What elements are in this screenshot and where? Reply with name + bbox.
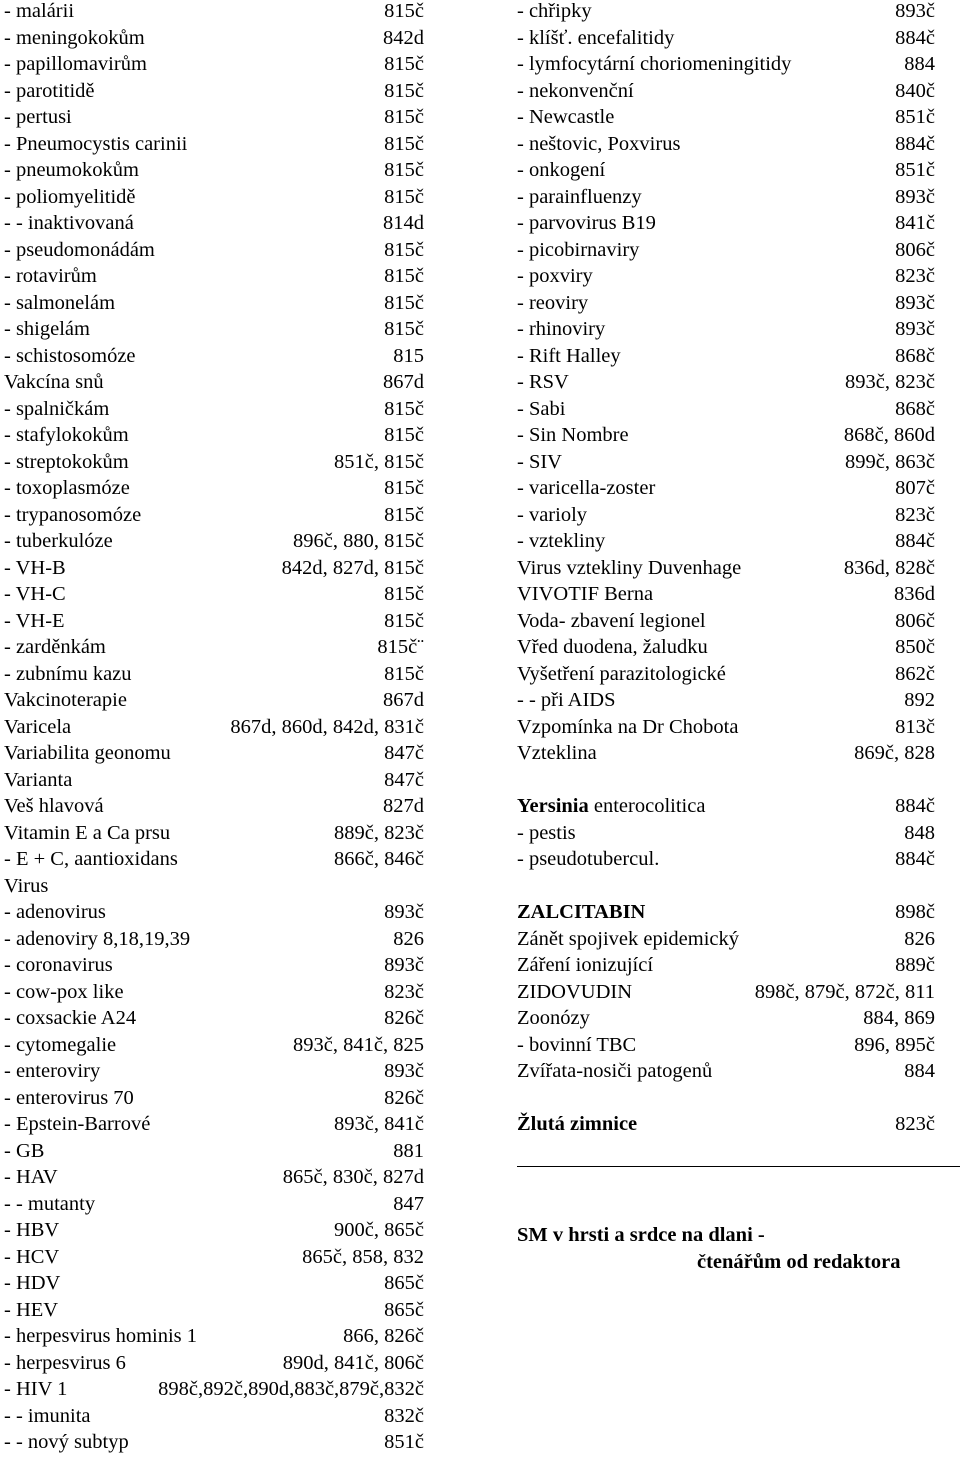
index-entry [4,1272,424,1299]
entry-term: - - při AIDS [517,689,616,711]
entry-term: - trypanosomóze [4,503,142,526]
entry-term: - VH-C [4,583,66,605]
index-entry [4,742,424,769]
entry-page-refs: 847 [393,1192,424,1215]
footer-note [517,1222,947,1276]
entry-page-refs: 826 [904,927,935,950]
entry-term: - lymfocytární choriomeningitidy [517,53,792,75]
index-entry [4,212,424,239]
index-entry [4,451,424,478]
entry-term: Zvířata-nosiči patogenů [517,1060,713,1082]
entry-term: - papillomavirům [4,53,147,75]
index-entry [517,477,935,504]
index-entry [517,451,935,478]
entry-term: - pneumokokům [4,159,139,181]
entry-term: - pertusi [4,106,72,128]
entry-term: - coronavirus [4,954,113,976]
index-entry [517,1113,935,1140]
entry-page-refs: 813č [895,715,935,738]
entry-page-refs: 893č, 841č [334,1113,424,1135]
entry-term-bold: ZALCITABIN [517,901,646,923]
entry-page-refs: 815č [384,583,424,605]
entry-term: - HAV [4,1166,58,1188]
entry-term: - parainfluenzy [517,185,642,208]
entry-page-refs: 836d [894,583,935,605]
entry-page-refs: 865č, 830č, 827d [282,1166,424,1188]
entry-term: - Epstein-Barrové [4,1113,151,1135]
entry-term: - - imunita [4,1404,91,1427]
index-entry [4,689,424,716]
entry-term: Voda- zbavení legionel [517,609,706,632]
index-entry [4,1405,424,1432]
index-entry [4,318,424,345]
index-entry [4,159,424,186]
index-entry [517,27,935,54]
entry-page-refs: 815č [384,265,424,287]
entry-page-refs: 850č [895,636,935,658]
index-entry [4,769,424,796]
entry-page-refs: 884 [904,1060,935,1082]
index-entry [517,80,935,107]
entry-page-refs: 840č [895,79,935,102]
entry-term [517,795,705,817]
entry-term: Vzteklina [517,742,597,764]
index-entry [517,557,935,584]
index-entry [517,186,935,213]
index-entry [4,27,424,54]
entry-term: - HDV [4,1272,61,1294]
entry-page-refs: 826č [384,1086,424,1109]
entry-term: - RSV [517,371,569,393]
entry-term: - zarděnkám [4,636,106,658]
entry-term-rest: enterocolitica [588,795,706,817]
entry-term: Vyšetření parazitologické [517,662,726,685]
entry-page-refs: 862č [895,662,935,685]
entry-page-refs: 893č [895,0,935,22]
index-entry [4,424,424,451]
entry-page-refs: 868č [895,397,935,420]
entry-page-refs: 893č [384,1060,424,1082]
entry-term: - parotitidě [4,79,95,102]
index-entry [4,716,424,743]
entry-term: - VH-E [4,609,65,632]
entry-term: - cytomegalie [4,1033,117,1056]
entry-term: - streptokokům [4,450,129,473]
entry-term: - E + C, aantioxidans [4,848,178,870]
entry-page-refs: 867d [383,371,424,393]
entry-term: Vakcinoterapie [4,689,127,711]
index-entry [517,716,935,743]
index-entry [517,901,935,928]
entry-term: - - mutanty [4,1192,96,1215]
entry-page-refs: 898č, 879č, 872č, 811 [754,980,935,1003]
entry-term: - klíšť. encefalitidy [517,26,675,49]
entry-page-refs: 815č [384,185,424,208]
index-entry [517,53,935,80]
index-entry [517,981,935,1008]
entry-page-refs: 884č [895,132,935,155]
entry-term: - rotavirům [4,265,97,287]
entry-term: Veš hlavová [4,795,104,817]
entry-term: - Newcastle [517,106,615,128]
index-entry [4,1140,424,1167]
entry-page-refs: 898č [895,901,935,923]
entry-term: - adenovirus [4,901,106,923]
index-entry [4,1431,424,1458]
entry-term: ZIDOVUDIN [517,980,633,1003]
entry-term: - nekonvenční [517,79,634,102]
entry-term: Záření ionizující [517,954,654,976]
entry-page-refs: 893č [895,185,935,208]
entry-term: Variabilita geonomu [4,742,171,764]
entry-page-refs: 884č [895,848,935,870]
entry-page-refs: 815č [384,159,424,181]
entry-page-refs: 896, 895č [854,1033,935,1056]
index-entry [4,504,424,531]
index-entry [4,477,424,504]
entry-term: Zánět spojivek epidemický [517,927,740,950]
entry-term: - HEV [4,1298,59,1321]
index-entry [517,583,935,610]
entry-term: - zubnímu kazu [4,662,132,685]
entry-page-refs: 815č [384,397,424,420]
entry-term: - chřipky [517,0,592,22]
index-entry [517,424,935,451]
entry-term: - poxviry [517,265,593,287]
index-entry [4,239,424,266]
index-entry [4,875,424,902]
entry-term: Virus vztekliny Duvenhage [517,556,742,579]
index-entry [4,530,424,557]
index-entry [4,345,424,372]
index-entry [4,663,424,690]
entry-page-refs: 815č [384,609,424,632]
entry-term: Varicela [4,715,72,738]
index-entry [517,292,935,319]
entry-term: - rhinoviry [517,318,606,340]
entry-term: - tuberkulóze [4,530,113,552]
index-entry [517,689,935,716]
entry-page-refs: 851č [895,159,935,181]
entry-page-refs: 889č [895,954,935,976]
entry-term: - coxsackie A24 [4,1007,137,1029]
entry-term: - schistosomóze [4,344,136,367]
entry-page-refs: 893č [384,954,424,976]
index-entry [517,318,935,345]
index-entry [4,1325,424,1352]
index-entry [4,133,424,160]
entry-term: Vřed duodena, žaludku [517,636,708,658]
index-entry [517,398,935,425]
entry-term: - Rift Halley [517,344,621,367]
entry-page-refs: 823č [384,980,424,1003]
entry-page-refs: 884č [895,795,935,817]
index-entry [4,265,424,292]
index-entry [4,1113,424,1140]
footer-line-1: SM v hrsti a srdce na dlani - [517,1224,765,1246]
entry-page-refs: 815č [384,477,424,499]
entry-page-refs: 841č [895,212,935,234]
index-entry [517,133,935,160]
index-column-right [517,0,935,1140]
index-entry [517,610,935,637]
index-entry [517,1034,935,1061]
index-entry [4,928,424,955]
entry-page-refs: 893č, 841č, 825 [293,1033,424,1056]
entry-page-refs: 868č, 860d [843,424,935,446]
index-entry [4,1352,424,1379]
index-entry [4,901,424,928]
entry-term: - SIV [517,450,562,473]
entry-term: - stafylokokům [4,424,129,446]
index-entry [517,848,935,875]
entry-page-refs: 806č [895,609,935,632]
entry-term: - herpesvirus hominis 1 [4,1325,198,1347]
entry-term: - toxoplasmóze [4,477,130,499]
entry-page-refs: 815č [384,0,424,22]
index-entry [4,795,424,822]
entry-page-refs: 815č [384,238,424,261]
entry-page-refs: 826 [393,927,424,950]
entry-term: Vitamin E a Ca prsu [4,821,171,844]
index-entry [4,981,424,1008]
index-entry [517,1087,935,1114]
entry-page-refs: 865č [384,1298,424,1321]
entry-page-refs: 851č [384,1431,424,1453]
index-entry [517,663,935,690]
entry-term: - cow-pox like [4,980,124,1003]
index-entry [517,504,935,531]
entry-term: - pseudotubercul. [517,848,660,870]
entry-page-refs: 815č¨ [377,636,424,658]
entry-term [517,901,645,923]
entry-page-refs: 827d [383,795,424,817]
entry-page-refs: 896č, 880, 815č [293,530,424,552]
entry-page-refs: 815č [384,662,424,685]
index-entry [4,0,424,27]
entry-term: - onkogení [517,159,606,181]
index-entry [4,610,424,637]
index-entry [4,1007,424,1034]
index-entry [4,1193,424,1220]
entry-term: - parvovirus B19 [517,212,656,234]
entry-page-refs: 889č, 823č [334,821,424,844]
index-entry [4,292,424,319]
entry-term: - varioly [517,503,588,526]
entry-term: - neštovic, Poxvirus [517,132,681,155]
index-entry [4,557,424,584]
entry-page-refs: 884č [895,26,935,49]
index-entry [517,530,935,557]
index-entry [4,1087,424,1114]
entry-page-refs: 836d, 828č [843,556,935,579]
entry-page-refs: 842d [383,26,424,49]
entry-page-refs: 866č, 846č [334,848,424,870]
index-entry [517,212,935,239]
entry-page-refs: 847č [384,768,424,791]
entry-term: - Sin Nombre [517,424,629,446]
index-entry [4,636,424,663]
entry-term: - enteroviry [4,1060,101,1082]
entry-page-refs: 892 [904,689,935,711]
entry-page-refs: 869č, 828 [854,742,935,764]
entry-term: - - nový subtyp [4,1431,129,1453]
entry-page-refs: 815č [384,53,424,75]
footer-line-2: čtenářům od redaktora [697,1251,901,1273]
index-entry [4,371,424,398]
index-entry [517,265,935,292]
index-entry [517,345,935,372]
entry-page-refs: 815č [384,291,424,314]
index-entry [4,186,424,213]
entry-page-refs: 851č, 815č [334,450,424,473]
index-entry [517,954,935,981]
entry-term: - salmonelám [4,291,116,314]
entry-page-refs: 815č [384,318,424,340]
entry-term: - spalničkám [4,397,110,420]
entry-page-refs: 893č, 823č [845,371,935,393]
entry-term: - Pneumocystis carinii [4,132,188,155]
entry-term: - meningokokům [4,26,145,49]
entry-term: - poliomyelitidě [4,185,136,208]
entry-page-refs: 806č [895,238,935,261]
entry-page-refs: 815č [384,132,424,155]
index-entry [517,0,935,27]
entry-page-refs: 832č [384,1404,424,1427]
index-entry [517,159,935,186]
entry-term: VIVOTIF Berna [517,583,654,605]
index-entry [517,636,935,663]
entry-page-refs: 815č [384,79,424,102]
entry-page-refs: 823č [895,265,935,287]
entry-term: - adenoviry 8,18,19,39 [4,927,191,950]
entry-page-refs: 814d [383,212,424,234]
entry-term: Varianta [4,768,73,791]
index-entry [4,1299,424,1326]
entry-term: - malárii [4,0,75,22]
entry-page-refs: 893č [384,901,424,923]
entry-page-refs: 867d [383,689,424,711]
entry-term: - pestis [517,821,576,844]
index-entry [4,1034,424,1061]
entry-page-refs: 900č, 865č [334,1219,424,1241]
index-entry [517,1007,935,1034]
index-entry [4,583,424,610]
index-entry [4,1166,424,1193]
entry-term: - reoviry [517,291,589,314]
index-entry [4,1378,424,1405]
entry-page-refs: 884č [895,530,935,552]
entry-term: - pseudomonádám [4,238,155,261]
entry-term [517,1113,637,1135]
entry-term: - vztekliny [517,530,606,552]
entry-page-refs: 823č [895,1113,935,1135]
index-entry [4,1060,424,1087]
index-entry [4,1246,424,1273]
entry-term: - shigelám [4,318,90,340]
index-entry [517,769,935,796]
entry-page-refs: 823č [895,503,935,526]
entry-term-bold: Yersinia [517,795,589,817]
entry-page-refs: 815 [393,344,424,367]
index-entry [517,371,935,398]
entry-page-refs: 865č, 858, 832 [302,1245,424,1268]
entry-page-refs: 842d, 827d, 815č [281,556,424,579]
entry-page-refs: 868č [895,344,935,367]
index-entry [517,106,935,133]
index-entry [517,928,935,955]
index-entry [4,954,424,981]
entry-page-refs: 898č,892č,890d,883č,879č,832č [158,1378,424,1400]
entry-term: - varicella-zoster [517,477,656,499]
divider-line [517,1166,960,1167]
index-entry [4,1219,424,1246]
entry-term: - enterovirus 70 [4,1086,134,1109]
index-entry [517,239,935,266]
entry-term: - bovinní TBC [517,1033,637,1056]
entry-page-refs: 848 [904,821,935,844]
entry-term: Vzpomínka na Dr Chobota [517,715,739,738]
entry-term: - HBV [4,1219,60,1241]
index-entry [4,848,424,875]
entry-page-refs: 881 [393,1139,424,1162]
entry-term: - HCV [4,1245,60,1268]
entry-term-bold: Žlutá zimnice [517,1113,638,1135]
entry-page-refs: 847č [384,742,424,764]
entry-page-refs: 899č, 863č [845,450,935,473]
entry-page-refs: 884 [904,53,935,75]
index-entry [517,875,935,902]
entry-page-refs: 884, 869 [863,1007,935,1029]
entry-term: Vakcína snů [4,371,104,393]
entry-page-refs: 826č [384,1007,424,1029]
entry-term: - herpesvirus 6 [4,1351,126,1374]
entry-term: - VH-B [4,556,66,579]
entry-term: - - inaktivovaná [4,212,134,234]
entry-page-refs: 867d, 860d, 842d, 831č [230,715,424,738]
index-entry [4,53,424,80]
entry-page-refs: 893č [895,318,935,340]
index-entry [4,106,424,133]
entry-page-refs: 807č [895,477,935,499]
index-entry [517,822,935,849]
index-entry [4,822,424,849]
entry-page-refs: 893č [895,291,935,314]
entry-page-refs: 866, 826č [343,1325,424,1347]
entry-page-refs: 815č [384,424,424,446]
index-entry [517,742,935,769]
index-entry [4,398,424,425]
entry-page-refs: 865č [384,1272,424,1294]
entry-term: - Sabi [517,397,566,420]
entry-term: - GB [4,1139,45,1162]
entry-page-refs: 815č [384,503,424,526]
entry-page-refs: 890d, 841č, 806č [282,1351,424,1374]
entry-page-refs: 815č [384,106,424,128]
entry-page-refs: 851č [895,106,935,128]
entry-term: - picobirnaviry [517,238,640,261]
index-column-left [4,0,424,1458]
entry-term: - HIV 1 [4,1378,68,1400]
entry-term: Zoonózy [517,1007,590,1029]
index-entry [517,1060,935,1087]
index-entry [4,80,424,107]
entry-term: Virus [4,874,49,897]
index-entry [517,795,935,822]
